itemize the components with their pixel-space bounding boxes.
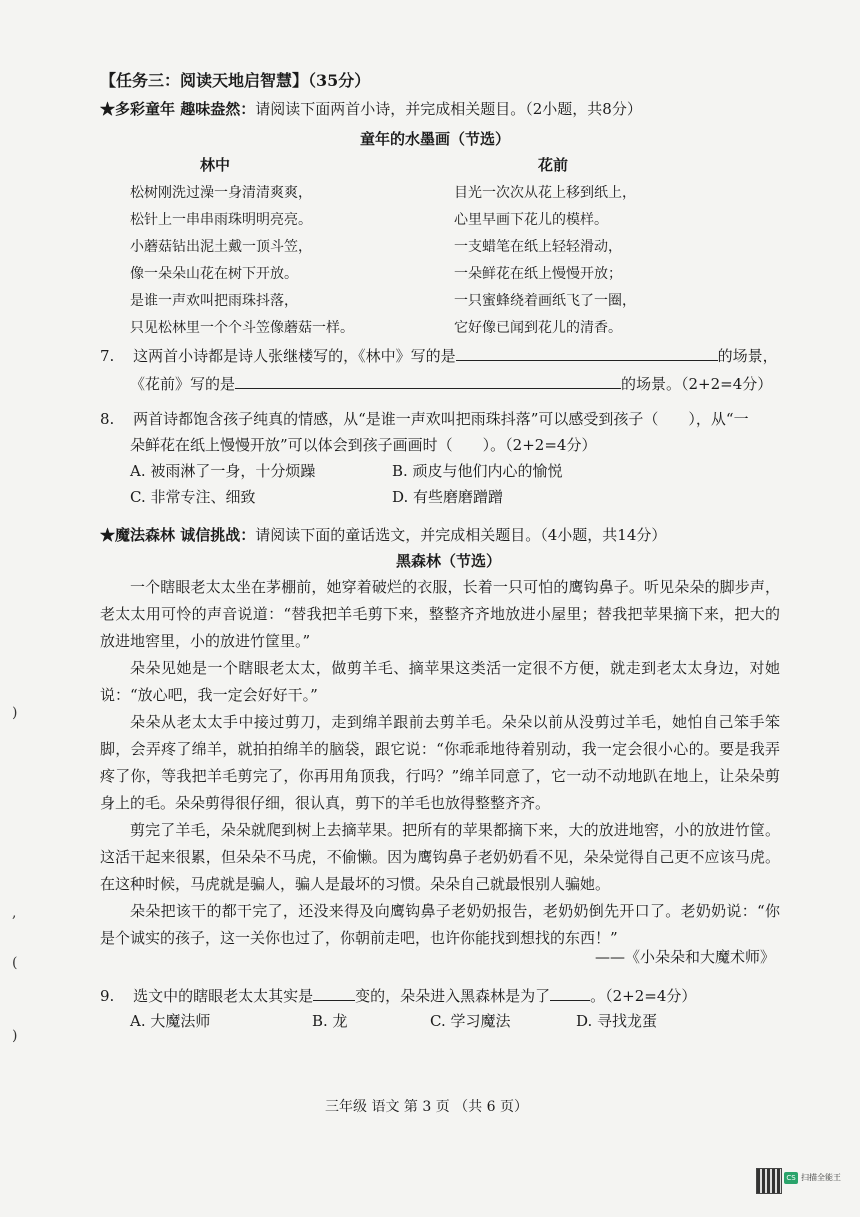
poem-line: 它好像已闻到花儿的清香。	[454, 320, 622, 336]
q9-text-a: 选文中的瞎眼老太太其实是	[133, 987, 314, 1005]
q8-number: 8.	[100, 410, 115, 428]
q8-option-c[interactable]: C. 非常专注、细致	[130, 488, 256, 506]
q7-text-a: 这两首小诗都是诗人张继楼写的，《林中》写的是	[133, 347, 456, 365]
poem-line: 松针上一串串雨珠明明亮亮。	[130, 212, 312, 228]
margin-mark: ,	[12, 905, 17, 921]
q8-option-a[interactable]: A. 被雨淋了一身，十分烦躁	[130, 462, 316, 480]
story-source: ——《小朵朵和大魔术师》	[595, 948, 776, 966]
q9-text-c: 。（2+2=4分）	[590, 987, 697, 1005]
section-title: 【任务三：阅读天地启智慧】（35分）	[100, 71, 371, 90]
q9-number: 9.	[100, 987, 115, 1005]
q9-answer-blank-1[interactable]	[313, 984, 355, 1001]
poem-title: 童年的水墨画（节选）	[360, 130, 511, 148]
margin-mark: )	[12, 705, 18, 721]
part2-heading-bold: ★魔法森林 诚信挑战：	[100, 526, 256, 544]
q8-option-d[interactable]: D. 有些磨磨蹭蹭	[392, 488, 504, 506]
poem-line: 是谁一声欢叫把雨珠抖落，	[130, 293, 298, 309]
q8-text-1: 两首诗都饱含孩子纯真的情感，从“是谁一声欢叫把雨珠抖落”可以感受到孩子（ ），从“一	[133, 410, 749, 428]
poem-line: 松树刚洗过澡一身清清爽爽，	[130, 185, 312, 201]
part2-heading-text: 请阅读下面的童话选文，并完成相关题目。（4小题，共14分）	[255, 526, 667, 544]
page-footer: 三年级 语文 第 3 页 （共 6 页）	[325, 1099, 528, 1115]
margin-mark: (	[12, 955, 18, 971]
q9-option-d[interactable]: D. 寻找龙蛋	[576, 1012, 658, 1030]
q9-option-b[interactable]: B. 龙	[312, 1012, 348, 1030]
story-paragraph: 剪完了羊毛，朵朵就爬到树上去摘苹果。把所有的苹果都摘下来，大的放进地窖，小的放进竹筐。这活干起来很累，但朵朵不马虎，不偷懒。因为鹰钩鼻子老奶奶看不见，朵朵觉得自己更不应该马虎。在这种时候，马虎就是骗人，骗人是最坏的习惯。朵朵自己就最恨别人骗她。	[100, 821, 780, 893]
part1-heading	[100, 98, 642, 119]
story-title: 黑森林（节选）	[396, 552, 502, 570]
qr-code-icon	[756, 1168, 782, 1194]
q7-answer-blank-1[interactable]	[456, 344, 718, 361]
q9-text-b: 变的，朵朵进入黑森林是为了	[355, 987, 551, 1005]
q9-option-c[interactable]: C. 学习魔法	[430, 1012, 511, 1030]
q7-line2	[130, 372, 772, 394]
q7-line1	[100, 344, 778, 366]
part2-heading	[100, 524, 666, 545]
story-paragraph: 朵朵见她是一个瞎眼老太太，做剪羊毛、摘苹果这类活一定很不方便，就走到老太太身边，对她说：“放心吧，我一定会好好干。”	[100, 659, 780, 704]
q9-option-a[interactable]: A. 大魔法师	[130, 1012, 211, 1030]
poem-line: 一朵鲜花在纸上慢慢开放；	[454, 266, 622, 282]
story-paragraph: 一个瞎眼老太太坐在茅棚前，她穿着破烂的衣服，长着一只可怕的鹰钩鼻子。听见朵朵的脚步声，老太太用可怜的声音说道：“替我把羊毛剪下来，整整齐齐地放进小屋里；替我把苹果摘下来，把大的放进地窖里，小的放进竹筐里。”	[100, 578, 780, 650]
q7-text-c: 《花前》写的是	[130, 375, 236, 393]
part1-heading-bold: ★多彩童年 趣味盎然：	[100, 100, 256, 118]
poem-line: 只见松林里一个个斗笠像蘑菇一样。	[130, 320, 354, 336]
q8-line1	[100, 408, 749, 429]
margin-mark: )	[12, 1028, 18, 1044]
poem-line: 小蘑菇钻出泥土戴一顶斗笠，	[130, 239, 312, 255]
poem-left-title: 林中	[200, 156, 231, 174]
part1-heading-text: 请阅读下面两首小诗，并完成相关题目。（2小题，共8分）	[255, 100, 642, 118]
poem-line: 一支蜡笔在纸上轻轻滑动，	[454, 239, 622, 255]
poem-line: 像一朵朵山花在树下开放。	[130, 266, 298, 282]
q7-answer-blank-2[interactable]	[235, 372, 621, 389]
q9-answer-blank-2[interactable]	[550, 984, 590, 1001]
poem-right-title: 花前	[538, 156, 569, 174]
q7-text-b: 的场景，	[717, 347, 778, 365]
q8-option-b[interactable]: B. 顽皮与他们内心的愉悦	[392, 462, 563, 480]
poem-line: 心里早画下花儿的模样。	[454, 212, 608, 228]
story-paragraph: 朵朵把该干的都干完了，还没来得及向鹰钩鼻子老奶奶报告，老奶奶倒先开口了。老奶奶说：“你是个诚实的孩子，这一关你也过了，你朝前走吧，也许你能找到想找的东西！”	[100, 902, 780, 947]
poem-left-lines	[130, 180, 354, 342]
q7-number: 7.	[100, 347, 115, 365]
q8-text-2: 朵鲜花在纸上慢慢开放”可以体会到孩子画画时（ ）。（2+2=4分）	[130, 436, 597, 454]
q7-text-d: 的场景。（2+2=4分）	[621, 375, 773, 393]
story-paragraph: 朵朵从老太太手中接过剪刀，走到绵羊跟前去剪羊毛。朵朵以前从没剪过羊毛，她怕自己笨手笨脚，会弄疼了绵羊，就拍拍绵羊的脑袋，跟它说：“你乖乖地待着别动，我一定会很小心的。要是我弄疼了你，等我把羊毛剪完了，你再用角顶我，行吗？”绵羊同意了，它一动不动地趴在地上，让朵朵剪身上的毛。朵朵剪得很仔细，很认真，剪下的羊毛也放得整整齐齐。	[100, 713, 780, 812]
poem-right-lines	[454, 180, 636, 342]
scanner-name: 扫描全能王	[801, 1173, 841, 1182]
q9-line	[100, 984, 696, 1006]
poem-line: 目光一次次从花上移到纸上，	[454, 185, 636, 201]
poem-line: 一只蜜蜂绕着画纸飞了一圈，	[454, 293, 636, 309]
scanner-logo: CS	[784, 1172, 798, 1184]
